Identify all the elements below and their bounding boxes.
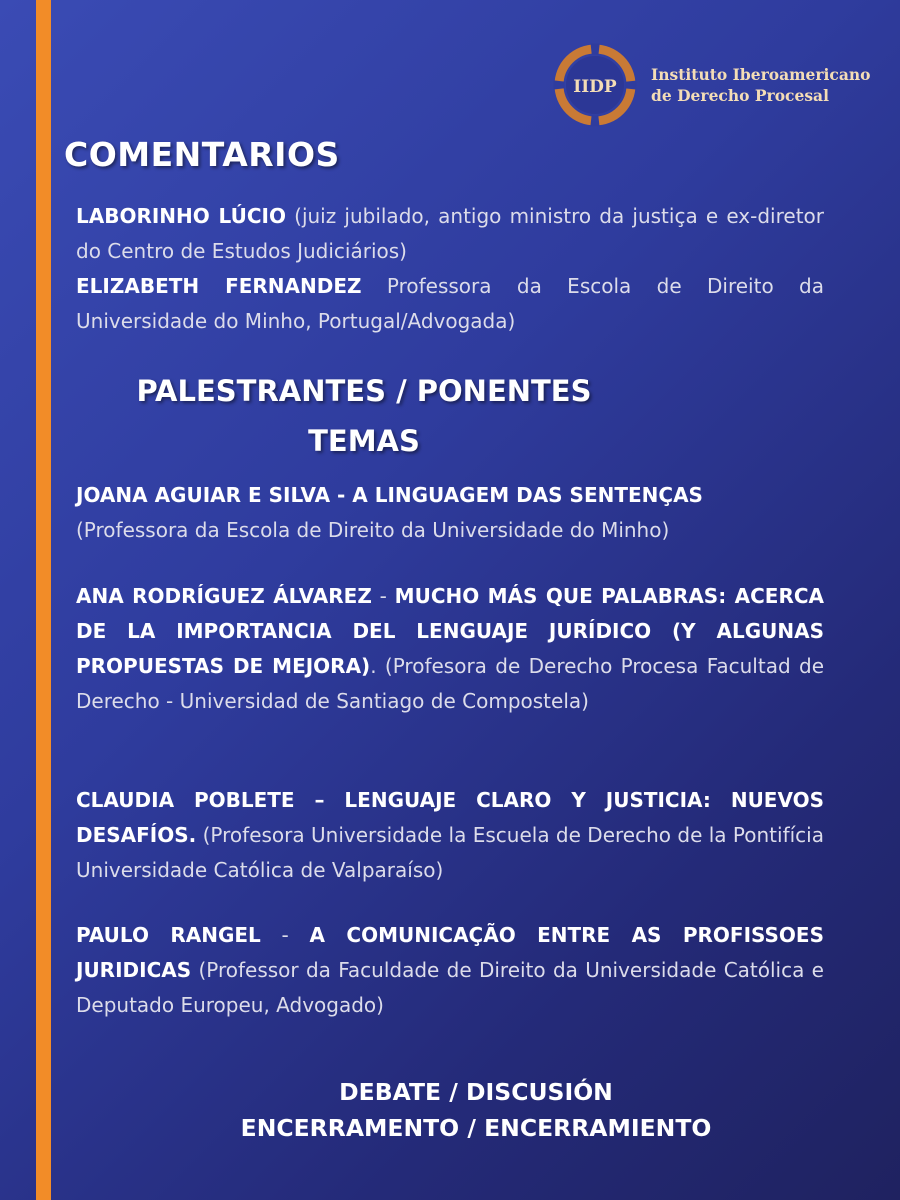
comentarista-detail: (juiz jubilado, antigo ministro da justiça e ex-diretor do Centro de Estudos Judiciários) <box>76 204 824 263</box>
closing-block <box>76 1074 876 1146</box>
speakers-title-line2: TEMAS <box>308 424 420 458</box>
comentarista-name: LABORINHO LÚCIO <box>76 204 286 228</box>
speaker-name: PAULO RANGEL <box>76 923 261 947</box>
speaker-affiliation: (Professor da Faculdade de Direito da Universidade Católica e Deputado Europeu, Advogado) <box>76 958 824 1017</box>
logo <box>553 40 883 130</box>
speaker-name-topic: JOANA AGUIAR E SILVA - A LINGUAGEM DAS SENTENÇAS <box>76 483 703 507</box>
accent-bar <box>36 0 51 1200</box>
comentarista-entry <box>76 199 824 269</box>
comentarista-name: ELIZABETH FERNANDEZ <box>76 274 362 298</box>
logo-monogram: IIDP <box>573 77 617 97</box>
closing-label: ENCERRAMENTO / ENCERRAMIENTO <box>240 1114 712 1142</box>
speaker-topic: MUCHO MÁS QUE PALABRAS: ACERCA DE LA IMPORTANCIA DEL LENGUAJE JURÍDICO (Y ALGUNAS PROPUESTAS DE MEJORA) <box>76 584 825 678</box>
comentarios-heading: COMENTARIOS <box>64 135 340 174</box>
institute-name <box>651 64 871 106</box>
speaker-entry-paulo <box>76 918 824 1023</box>
iidp-logo-icon <box>553 43 637 127</box>
speaker-affiliation: (Professora da Escola de Direito da Universidade do Minho) <box>76 518 670 542</box>
speakers-title-line1: PALESTRANTES / PONENTES <box>136 374 592 408</box>
speaker-entry-claudia <box>76 783 824 888</box>
speaker-separator: - <box>371 584 395 608</box>
speaker-affiliation: (Profesora Universidade la Escuela de Derecho de la Pontifícia Universidade Católica de Valparaíso) <box>76 823 824 882</box>
speaker-entry-ana <box>76 579 824 719</box>
institute-name-line1: Instituto Iberoamericano <box>651 65 871 84</box>
institute-name-line2: de Derecho Procesal <box>651 86 829 105</box>
speaker-name: ANA RODRÍGUEZ ÁLVAREZ <box>76 584 372 608</box>
debate-label: DEBATE / DISCUSIÓN <box>339 1078 613 1106</box>
speaker-topic: A COMUNICAÇÃO ENTRE AS PROFISSOES JURIDICAS <box>76 923 824 982</box>
speaker-separator: - <box>260 923 310 947</box>
speaker-entry-joana <box>76 478 824 548</box>
comentarios-list <box>76 199 824 339</box>
comentarista-detail: Professora da Escola de Direito da Universidade do Minho, Portugal/Advogada) <box>76 274 824 333</box>
comentarista-entry <box>76 269 824 339</box>
speaker-name-topic: CLAUDIA POBLETE – LENGUAJE CLARO Y JUSTICIA: NUEVOS DESAFÍOS. <box>76 788 824 847</box>
speakers-section-title <box>84 366 644 466</box>
speaker-affiliation: . (Profesora de Derecho Procesa Facultad de Derecho - Universidad de Santiago de Compostela) <box>76 654 824 713</box>
